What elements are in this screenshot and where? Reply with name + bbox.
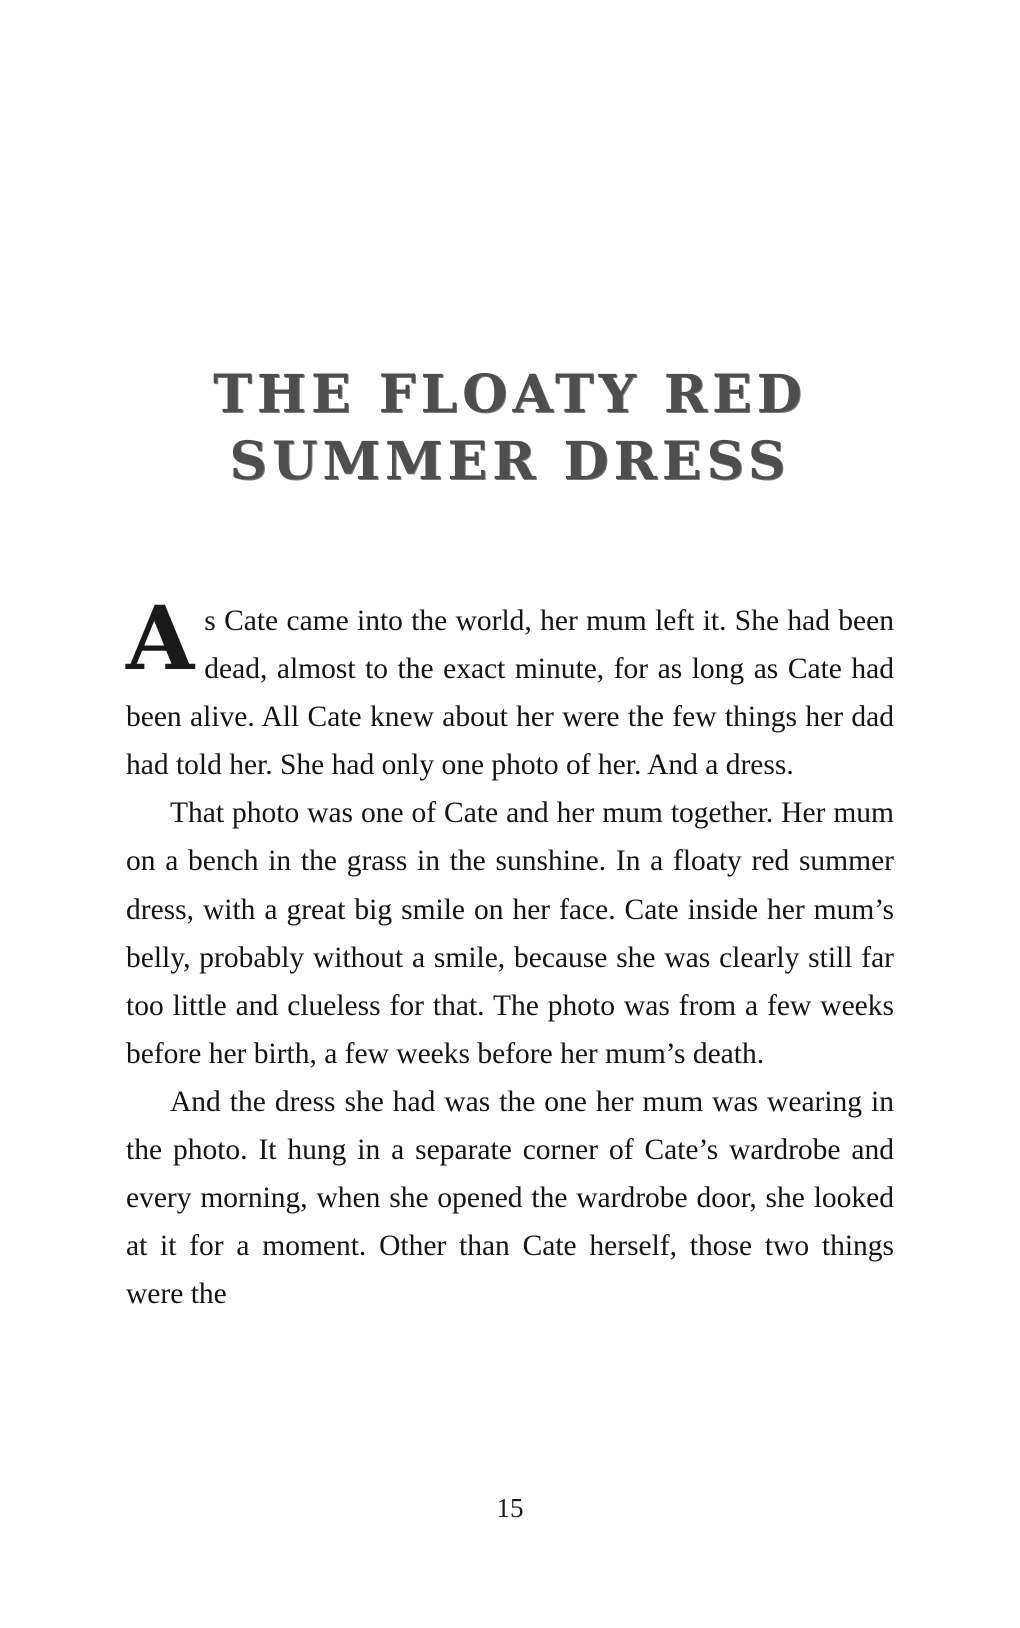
page-number: 15 [496,1493,524,1523]
body-text [126,586,894,1318]
paragraph-1 [126,586,894,789]
paragraph-3: And the dress she had was the one her mum was wearing in the photo. It hung in a separate corner of Cate’s wardrobe and every morning, when she opened the wardrobe door, she looked at it for a moment. Other than Cate herself, those two things were the [126,1085,894,1311]
paragraph-1-text: s Cate came into the world, her mum left it. She had been dead, almost to the exact minute, for as long as Cate had been alive. All Cate knew about her were the few things her dad had told her. She had only one photo of her. And a dress. [126,605,894,782]
chapter-title-line-1: THE FLOATY RED [213,364,807,425]
chapter-title [0,0,1020,495]
chapter-title-line-2: SUMMER DRESS [229,430,791,492]
drop-cap: A [126,586,195,691]
paragraph-2: That photo was one of Cate and her mum together. Her mum on a bench in the grass in the sunshine. In a floaty red summer dress, with a great big smile on her face. Cate inside her mum’s belly, probably without a smile, because she was clearly still far too little and clueless for that. The photo was from a few weeks before her birth, a few weeks before her mum’s death. [126,797,894,1070]
